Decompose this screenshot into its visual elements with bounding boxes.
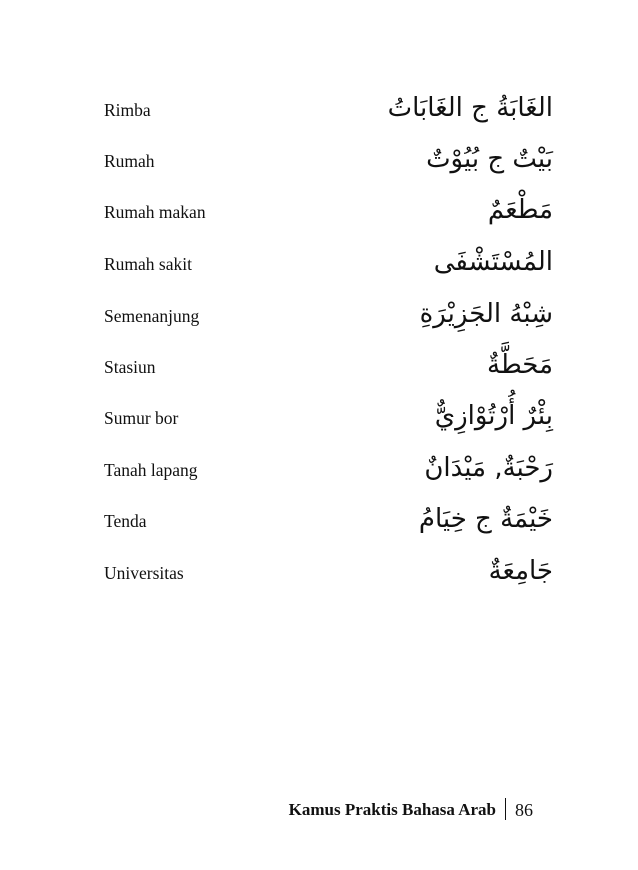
page-footer [0, 795, 638, 825]
indonesian-term: Rumah [104, 151, 155, 171]
arabic-translation: المُسْتَشْفَى [433, 247, 553, 277]
arabic-translation: جَامِعَةٌ [488, 556, 553, 586]
arabic-translation: بَيْتٌ ج بُيُوْتٌ [426, 144, 553, 174]
indonesian-term: Semenanjung [104, 306, 200, 326]
arabic-translation: الغَابَةُ ج الغَابَاتُ [387, 93, 553, 123]
entry-row [0, 86, 638, 138]
footer-separator [505, 798, 506, 820]
indonesian-term: Rimba [104, 100, 151, 120]
book-title: Kamus Praktis Bahasa Arab [288, 800, 496, 819]
entry-row [0, 240, 638, 292]
arabic-translation: رَحْبَةٌ, مَيْدَانٌ [424, 453, 553, 483]
arabic-translation: بِئْرٌ أُرْتُوْازِيٌّ [434, 401, 553, 431]
arabic-translation: مَطْعَمٌ [487, 195, 553, 225]
indonesian-term: Rumah makan [104, 202, 206, 222]
entry-row [0, 188, 638, 240]
entry-row [0, 292, 638, 344]
indonesian-term: Universitas [104, 563, 184, 583]
indonesian-term: Stasiun [104, 357, 156, 377]
entry-row [0, 137, 638, 189]
indonesian-term: Rumah sakit [104, 254, 192, 274]
arabic-translation: مَحَطَّةٌ [487, 350, 553, 380]
indonesian-term: Sumur bor [104, 408, 179, 428]
indonesian-term: Tenda [104, 511, 147, 531]
entry-row [0, 394, 638, 446]
entry-row [0, 343, 638, 395]
entry-row [0, 497, 638, 549]
arabic-translation: شِبْهُ الجَزِيْرَةِ [419, 299, 553, 329]
page-number: 86 [515, 800, 533, 820]
arabic-translation: خَيْمَةٌ ج خِيَامُ [418, 504, 553, 534]
indonesian-term: Tanah lapang [104, 460, 198, 480]
entry-row [0, 549, 638, 601]
entry-row [0, 446, 638, 498]
